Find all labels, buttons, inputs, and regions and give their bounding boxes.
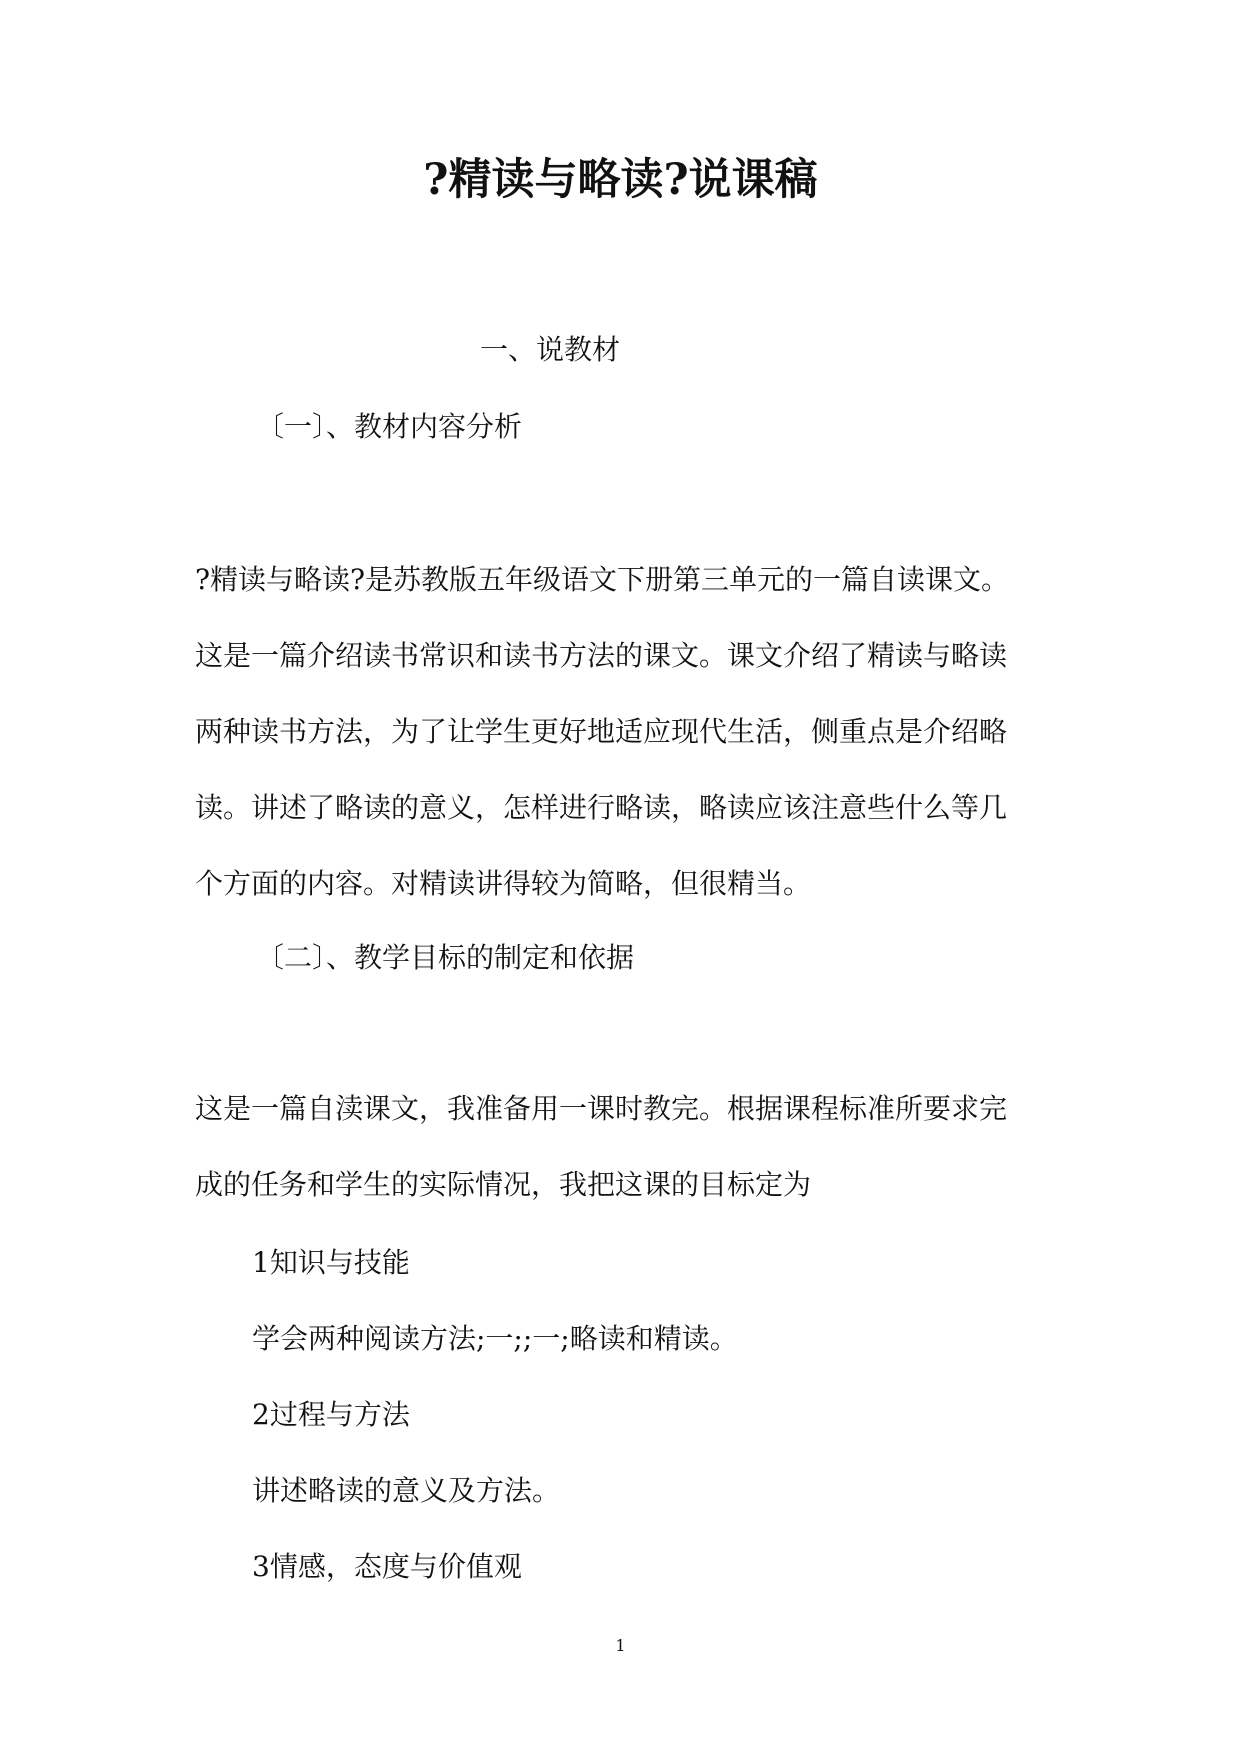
subsection-heading-teaching-goals: 〔二〕、教学目标的制定和依据 <box>256 941 635 974</box>
goal-text-process-method: 讲述略读的意义及方法。 <box>252 1474 561 1507</box>
goal-heading-emotion-attitude-values: 3情感，态度与价值观 <box>252 1550 522 1583</box>
paragraph-content-analysis <box>195 542 1055 922</box>
section-heading: 一、说教材 <box>480 333 621 366</box>
document-title: ?精读与略读?说课稿 <box>423 155 818 205</box>
paragraph-teaching-goals <box>195 1071 1055 1223</box>
goal-heading-knowledge-skills: 1知识与技能 <box>252 1246 410 1279</box>
paragraph-line: 个方面的内容。对精读讲得较为简略，但很精当。 <box>195 867 812 900</box>
paragraph-line: 两种读书方法，为了让学生更好地适应现代生活，侧重点是介绍略 <box>195 715 1008 748</box>
goal-text-knowledge-skills: 学会两种阅读方法;一;;一;略读和精读。 <box>252 1322 738 1355</box>
subsection-heading-content-analysis: 〔一〕、教材内容分析 <box>256 410 523 443</box>
paragraph-line: ?精读与略读?是苏教版五年级语文下册第三单元的一篇自读课文。 <box>195 563 1010 596</box>
goal-heading-process-method: 2过程与方法 <box>252 1398 410 1431</box>
paragraph-line: 成的任务和学生的实际情况，我把这课的目标定为 <box>195 1168 812 1201</box>
paragraph-line: 这是一篇介绍读书常识和读书方法的课文。课文介绍了精读与略读 <box>195 639 1008 672</box>
paragraph-line: 这是一篇自渎课文，我准备用一课时教完。根据课程标准所要求完 <box>195 1092 1008 1125</box>
paragraph-line: 读。讲述了略读的意义，怎样进行略读，略读应该注意些什么等几 <box>195 791 1008 824</box>
page-number: 1 <box>615 1636 626 1655</box>
